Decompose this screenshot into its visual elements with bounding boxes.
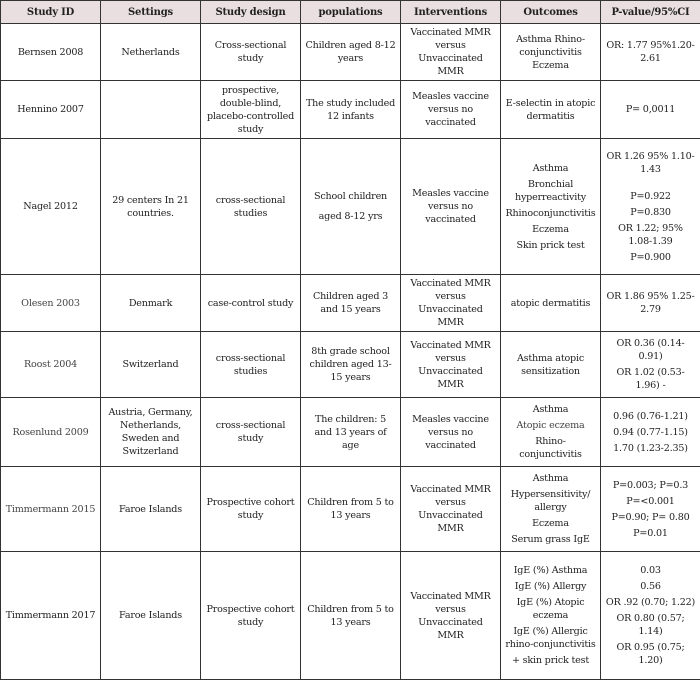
pvalue-item: P=0.900	[605, 251, 696, 264]
cell-study-id: Timmermann 2017	[1, 552, 101, 680]
cell-intervention: Vaccinated MMR versus Unvaccinated MMR	[401, 467, 501, 552]
pvalue-item: P=<0.001	[605, 495, 696, 508]
cell-population: Children from 5 to 13 years	[301, 467, 401, 552]
table-row	[1, 398, 700, 467]
outcome-item: E-selectin in atopic dermatitis	[505, 97, 596, 123]
pvalue-item: P=0.830	[605, 206, 696, 219]
cell-population: 8th grade school children aged 13-15 years	[301, 332, 401, 398]
cell-population: Children aged 8-12 years	[301, 24, 401, 81]
cell-design: case-control study	[201, 275, 301, 332]
col-header-study-design: Study design	[201, 1, 301, 24]
cell-outcomes	[501, 552, 601, 680]
cell-settings: Switzerland	[101, 332, 201, 398]
cell-pvalue	[601, 398, 700, 467]
pvalue-item: 0.96 (0.76-1.21)	[605, 410, 696, 423]
cell-settings: Denmark	[101, 275, 201, 332]
cell-population	[301, 139, 401, 275]
col-header-settings: Settings	[101, 1, 201, 24]
outcome-item: Asthma	[505, 472, 596, 485]
cell-pvalue	[601, 81, 700, 139]
outcome-item: IgE (%) Atopic eczema	[505, 596, 596, 622]
cell-design: cross-sectional study	[201, 398, 301, 467]
outcome-item: Eczema	[505, 517, 596, 530]
pvalue-item: 0.56	[605, 580, 696, 593]
cell-outcomes	[501, 139, 601, 275]
cell-intervention: Vaccinated MMR versus Unvaccinated MMR	[401, 552, 501, 680]
pvalue-item: OR 0.95 (0.75; 1.20)	[605, 641, 696, 667]
cell-settings: Faroe Islands	[101, 552, 201, 680]
population-text: School children aged 8-12 yrs	[305, 187, 396, 227]
table-row	[1, 275, 700, 332]
cell-intervention: Measles vaccine versus no vaccinated	[401, 81, 501, 139]
outcome-item: IgE (%) Asthma	[505, 564, 596, 577]
cell-pvalue	[601, 332, 700, 398]
pvalue-item: OR 0.36 (0.14-0.91)	[605, 337, 696, 363]
outcome-item: + skin prick test	[505, 654, 596, 667]
outcome-item: Asthma	[505, 162, 596, 175]
col-header-populations: populations	[301, 1, 401, 24]
cell-intervention: Measles vaccine versus no vaccinated	[401, 139, 501, 275]
table-row	[1, 467, 700, 552]
cell-intervention: Vaccinated MMR versus Unvaccinated MMR	[401, 332, 501, 398]
pvalue-item: OR: 1.77 95%1.20-2.61	[605, 39, 696, 65]
cell-population: The children: 5 and 13 years of age	[301, 398, 401, 467]
outcome-item: Rhino-conjunctivitis	[505, 435, 596, 461]
cell-design: Prospective cohort study	[201, 467, 301, 552]
cell-study-id: Hennino 2007	[1, 81, 101, 139]
outcome-item: atopic dermatitis	[505, 297, 596, 310]
cell-pvalue	[601, 467, 700, 552]
cell-population: Children from 5 to 13 years	[301, 552, 401, 680]
pvalue-item: P=0.01	[605, 527, 696, 540]
pvalue-item: OR 1.22; 95% 1.08-1.39	[605, 222, 696, 248]
outcome-item: Rhinoconjunctivitis	[505, 207, 596, 220]
cell-design: cross-sectional studies	[201, 332, 301, 398]
cell-settings: Netherlands	[101, 24, 201, 81]
cell-study-id: Timmermann 2015	[1, 467, 101, 552]
cell-outcomes	[501, 332, 601, 398]
cell-outcomes	[501, 275, 601, 332]
pvalue-item: OR .92 (0.70; 1.22)	[605, 596, 696, 609]
table-row	[1, 332, 700, 398]
pvalue-item: OR 0.80 (0.57; 1.14)	[605, 612, 696, 638]
table-row	[1, 139, 700, 275]
pvalue-item: P=0.003; P=0.3	[605, 479, 696, 492]
cell-study-id: Olesen 2003	[1, 275, 101, 332]
cell-design: prospective, double-blind, placebo-controlled study	[201, 81, 301, 139]
cell-population: Children aged 3 and 15 years	[301, 275, 401, 332]
header-row	[1, 1, 700, 24]
cell-design: Cross-sectional study	[201, 24, 301, 81]
outcome-item: Hypersensitivity/ allergy	[505, 488, 596, 514]
cell-outcomes	[501, 398, 601, 467]
outcome-item: Asthma Rhino-conjunctivitis Eczema	[505, 33, 596, 72]
cell-intervention: Measles vaccine versus no vaccinated	[401, 398, 501, 467]
cell-pvalue	[601, 552, 700, 680]
cell-design: cross-sectional studies	[201, 139, 301, 275]
pvalue-item: P=0.90; P= 0.80	[605, 511, 696, 524]
table-row	[1, 552, 700, 680]
pvalue-item: 0.03	[605, 564, 696, 577]
col-header-interventions: Interventions	[401, 1, 501, 24]
cell-intervention: Vaccinated MMR versus Unvaccinated MMR	[401, 275, 501, 332]
cell-outcomes	[501, 81, 601, 139]
outcome-item: Asthma	[505, 403, 596, 416]
outcome-item: Serum grass IgE	[505, 533, 596, 546]
outcome-item: Atopic eczema	[505, 419, 596, 432]
cell-study-id: Roost 2004	[1, 332, 101, 398]
table-row	[1, 24, 700, 81]
cell-outcomes	[501, 24, 601, 81]
cell-settings: 29 centers In 21 countries.	[101, 139, 201, 275]
pvalue-item: OR 1.86 95% 1.25-2.79	[605, 290, 696, 316]
cell-population: The study included 12 infants	[301, 81, 401, 139]
pvalue-item: 1.70 (1.23-2.35)	[605, 442, 696, 455]
col-header-outcomes: Outcomes	[501, 1, 601, 24]
cell-study-id: Bernsen 2008	[1, 24, 101, 81]
cell-study-id: Nagel 2012	[1, 139, 101, 275]
cell-pvalue	[601, 275, 700, 332]
outcome-item: Eczema	[505, 223, 596, 236]
cell-intervention: Vaccinated MMR versus Unvaccinated MMR	[401, 24, 501, 81]
pvalue-item: OR 1.02 (0.53-1.96) -	[605, 366, 696, 392]
cell-study-id: Rosenlund 2009	[1, 398, 101, 467]
cell-design: Prospective cohort study	[201, 552, 301, 680]
cell-pvalue	[601, 139, 700, 275]
pvalue-item: P=0.922	[605, 190, 696, 203]
outcome-item: IgE (%) Allergic rhino-conjunctivitis	[505, 625, 596, 651]
table-row	[1, 81, 700, 139]
pvalue-item: 0.94 (0.77-1.15)	[605, 426, 696, 439]
outcome-item: Bronchial hyperreactivity	[505, 178, 596, 204]
cell-outcomes	[501, 467, 601, 552]
outcome-item: Skin prick test	[505, 239, 596, 252]
pvalue-item: OR 1.26 95% 1.10-1.43	[605, 150, 696, 176]
cell-pvalue	[601, 24, 700, 81]
outcome-item: Asthma atopic sensitization	[505, 352, 596, 378]
cell-settings: Austria, Germany, Netherlands, Sweden and Switzerland	[101, 398, 201, 467]
cell-settings	[101, 81, 201, 139]
col-header-pvalue: P-value/95%CI	[601, 1, 700, 24]
pvalue-item: P= 0,0011	[605, 103, 696, 116]
outcome-item: IgE (%) Allergy	[505, 580, 596, 593]
cell-settings: Faroe Islands	[101, 467, 201, 552]
col-header-study-id: Study ID	[1, 1, 101, 24]
